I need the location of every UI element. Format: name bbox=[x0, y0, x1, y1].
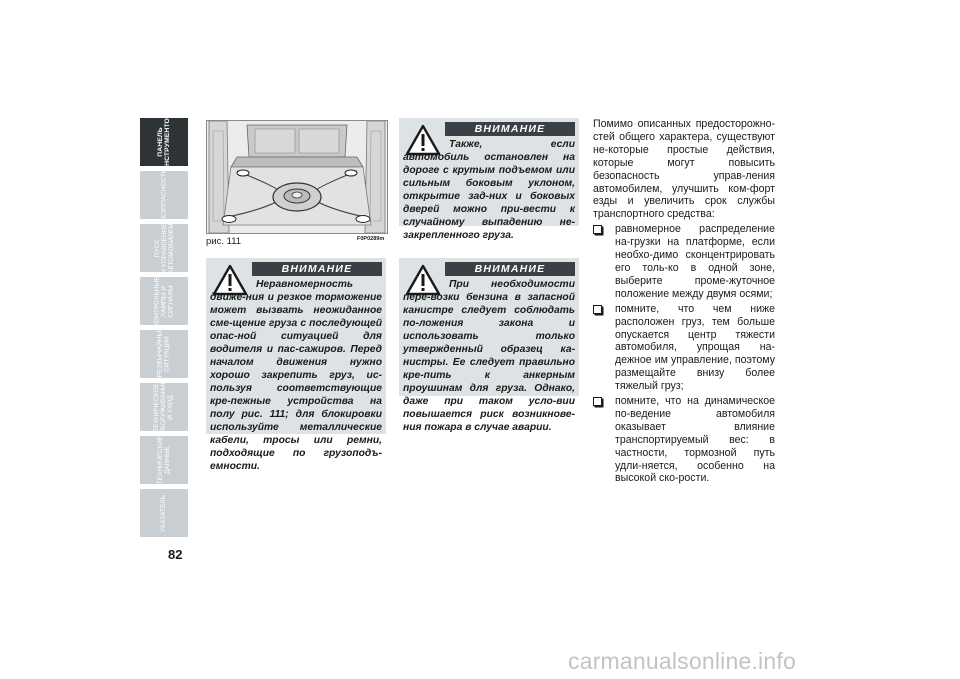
tab-technical-data[interactable] bbox=[140, 436, 188, 484]
checkbox-bullet-icon bbox=[593, 397, 602, 406]
warning-text bbox=[403, 278, 575, 434]
list-item bbox=[593, 395, 775, 485]
list-item bbox=[593, 303, 775, 393]
tab-safety[interactable] bbox=[140, 168, 188, 222]
cargo-floor-figure bbox=[206, 120, 388, 234]
tab-starting-driving[interactable] bbox=[140, 224, 188, 272]
tab-label: ТЕХНИЧЕСКИЕ ДАННЫЕ bbox=[157, 435, 172, 485]
warning-text bbox=[403, 138, 575, 242]
warning-heading: ВНИМАНИЕ bbox=[445, 262, 575, 276]
warning-text-body: Также, если автомобиль остановлен на дороге с крутым подъемом или сильным боковым уклоном, открытие зад-них и боковых дверей можно при-вести к случайному выпадению не-закрепленного груза. bbox=[403, 139, 575, 241]
tab-label: ТЕХНИЧЕСКОЕ ОБСЛУЖИВАНИЕ И УХОД bbox=[153, 379, 175, 435]
warning-heading: ВНИМАНИЕ bbox=[445, 122, 575, 136]
figure-code: F0P0289m bbox=[357, 236, 385, 242]
warning-text-body: При необходимости пере-возки бензина в запасной канистре следует соблюдать по-ложения закона и использовать только утвержденный образец ка-нистры. Ее следует правильно кре-пить к анкерным проушинам для груза. Однако, даже при таком усло-вии повышается риск возникнове-ния пожара в случае аварии. bbox=[403, 279, 575, 433]
warning-text bbox=[210, 278, 382, 473]
page-number: 82 bbox=[168, 547, 183, 562]
tab-emergencies[interactable] bbox=[140, 326, 188, 382]
tab-label: БЕЗОПАСНОСТЬ bbox=[160, 168, 168, 222]
warning-box-doors bbox=[399, 118, 579, 241]
cargo-floor-illustration bbox=[207, 121, 387, 233]
tab-label: КОНТРОЛЬНЫЕ ЛАМПЫ И СИГНАЛЫ bbox=[153, 275, 175, 327]
body-text-column bbox=[593, 118, 775, 485]
list-item-text: помните, что на динамическое по-ведение автомобиля оказывает влияние транспортируемый вес: в частности, тормозной путь удли-няется, особенно на высокой ско-рости. bbox=[615, 395, 775, 485]
warning-text-body: Неравномерность движе-ния и резкое торможение может вызвать неожиданное сме-щение груза с последующей опас-ной ситуацией для водителя и пас-сажиров. Перед началом движения нужно хорошо закрепить груз, ис-пользуя соответствующие кре-пежные устройства на полу рис. 111; для блокировки используйте металлические кабели, тросы или ремни, подходящие по грузоподъ-емности. bbox=[210, 279, 382, 472]
tab-label: ПАНЕЛЬ ИНСТРУМЕНТОВ bbox=[157, 113, 171, 171]
checkbox-bullet-icon bbox=[593, 225, 602, 234]
list-item-text: помните, что чем ниже расположен груз, тем больше опускается центр тяжести автомобиля, упрощая на-дежное им управление, поэтому размещайте внизу более тяжелый груз; bbox=[615, 302, 775, 393]
warning-box-fuel-canister bbox=[399, 258, 579, 433]
warning-box-cargo-securing bbox=[206, 258, 386, 472]
checkbox-bullet-icon bbox=[593, 305, 602, 314]
tab-maintenance[interactable] bbox=[140, 379, 188, 435]
tab-label: ПУСК И УПРАВЛЕНИЕ АВТОМОБИЛЕМ bbox=[153, 222, 175, 274]
tab-label: УКАЗАТЕЛЬ bbox=[160, 494, 168, 532]
tab-warning-lights[interactable] bbox=[140, 277, 188, 325]
list-item bbox=[593, 223, 775, 300]
tips-list bbox=[593, 223, 775, 485]
tab-index[interactable] bbox=[140, 489, 188, 537]
tab-label: ЧРЕЗВЫЧАЙНЫЕ СИТУАЦИИ bbox=[157, 326, 171, 382]
list-item-text: равномерное распределение на-грузки на платформе, если необхо-димо сконцентрировать его толь-ко в одной зоне, выберите проме-жуточное положение между двумя осями; bbox=[615, 223, 775, 300]
warning-heading: ВНИМАНИЕ bbox=[252, 262, 382, 276]
figure-caption: рис. 111 bbox=[206, 236, 242, 247]
tab-instrument-panel[interactable] bbox=[140, 113, 188, 171]
watermark: carmanualsonline.info bbox=[568, 648, 796, 674]
intro-paragraph: Помимо описанных предосторожно-стей общего характера, существуют не-которые простые действия, которые могут повысить безопасность управ-ления автомобилем, улучшить ком-форт езды и увеличить срок службы транспортного средства: bbox=[593, 118, 775, 221]
